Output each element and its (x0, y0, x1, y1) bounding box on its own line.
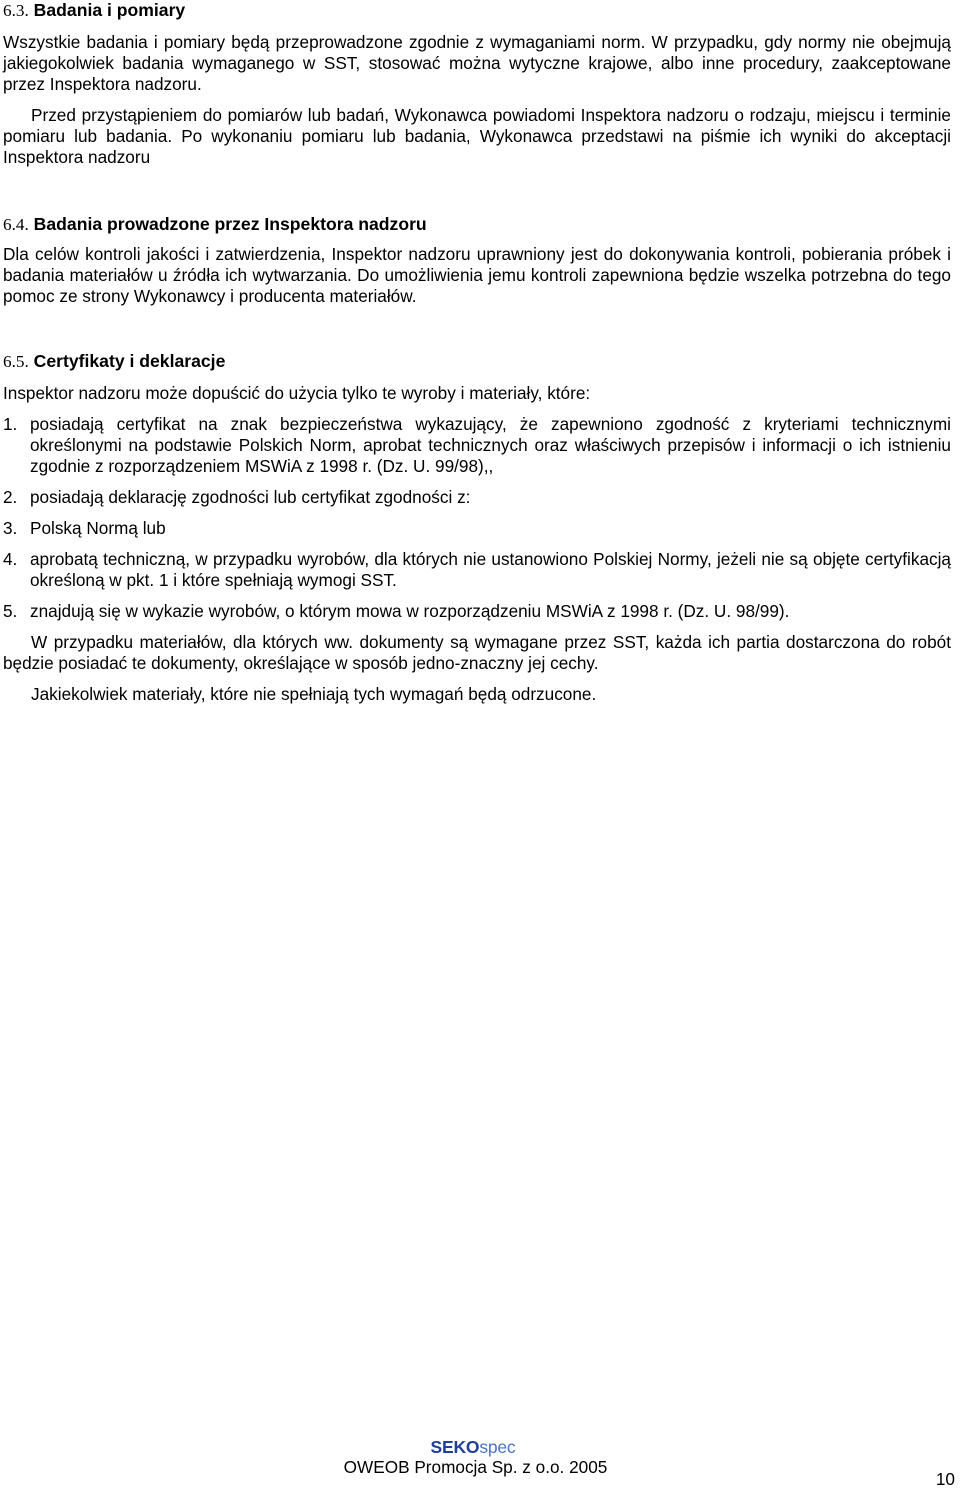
section-number: 6.4. (3, 215, 29, 234)
list-item (3, 518, 951, 539)
footer-company: OWEOB Promocja Sp. z o.o. 2005 (343, 1457, 608, 1477)
list-marker: 5. (3, 601, 18, 621)
list-item-text: posiadają certyfikat na znak bezpieczeństwa wykazujący, że zapewniono zgodność z kryteriami technicznymi określonymi na podstawie Polskich Norm, aprobat technicznych oraz właściwych przepisów i informacji o ich istnieniu zgodnie z rozporządzeniem MSWiA z 1998 r. (Dz. U. 99/98),, (30, 414, 951, 476)
list-item (3, 601, 951, 622)
section-heading-6-3 (3, 0, 951, 22)
paragraph: Dla celów kontroli jakości i zatwierdzenia, Inspektor nadzoru uprawniony jest do dokonywania kontroli, pobierania próbek i badania materiałów u źródła ich wytwarzania. Do umożliwienia jemu kontroli zapewniona będzie wszelka potrzebna do tego pomoc ze strony Wykonawcy i producenta materiałów. (3, 244, 951, 306)
document-body (3, 0, 951, 705)
list-item (3, 487, 951, 508)
paragraph: Przed przystąpieniem do pomiarów lub badań, Wykonawca powiadomi Inspektora nadzoru o rodzaju, miejscu i terminie pomiaru lub badania. Po wykonaniu pomiaru lub badania, Wykonawca przedstawi na piśmie ich wyniki do akceptacji Inspektora nadzoru (3, 105, 951, 167)
list-marker: 3. (3, 518, 18, 538)
list-marker: 1. (3, 414, 18, 434)
page-number: 10 (935, 1469, 955, 1489)
footer-brand-logo (0, 1437, 946, 1457)
section-title: Certyfikaty i deklaracje (33, 351, 226, 371)
list-marker: 2. (3, 487, 18, 507)
section-heading-6-4 (3, 213, 951, 236)
section-title: Badania i pomiary (33, 0, 186, 20)
brand-name-part1: SEKO (430, 1437, 480, 1457)
list-item-text: Polską Normą lub (30, 518, 166, 538)
paragraph: Wszystkie badania i pomiary będą przeprowadzone zgodnie z wymaganiami norm. W przypadku, gdy normy nie obejmują jakiegokolwiek badania wymaganego w SST, stosować można wytyczne krajowe, albo inne procedury, zaakceptowane przez Inspektora nadzoru. (3, 32, 951, 94)
brand-name-part2: spec (479, 1437, 516, 1457)
list-item (3, 414, 951, 477)
paragraph: W przypadku materiałów, dla których ww. dokumenty są wymagane przez SST, każda ich partia dostarczona do robót będzie posiadać te dokumenty, określające w sposób jedno-znaczny jej cechy. (3, 632, 951, 673)
section-heading-6-5 (3, 350, 951, 373)
list-item-text: znajdują się w wykazie wyrobów, o którym mowa w rozporządzeniu MSWiA z 1998 r. (Dz. U. 98/99). (30, 601, 790, 621)
section-number: 6.3. (3, 1, 29, 20)
list-item (3, 549, 951, 591)
paragraph-intro: Inspektor nadzoru może dopuścić do użycia tylko te wyroby i materiały, które: (3, 383, 591, 403)
section-title: Badania prowadzone przez Inspektora nadzoru (33, 214, 427, 234)
list-item-text: posiadają deklarację zgodności lub certyfikat zgodności z: (30, 487, 471, 507)
list-marker: 4. (3, 549, 18, 569)
list-item-text: aprobatą techniczną, w przypadku wyrobów, dla których nie ustanowiono Polskiej Normy, jeżeli nie są objęte certyfikacją określoną w pkt. 1 i które spełniają wymogi SST. (30, 549, 951, 590)
paragraph: Jakiekolwiek materiały, które nie spełniają tych wymagań będą odrzucone. (31, 684, 597, 704)
section-number: 6.5. (3, 352, 29, 371)
requirements-list (3, 414, 951, 622)
